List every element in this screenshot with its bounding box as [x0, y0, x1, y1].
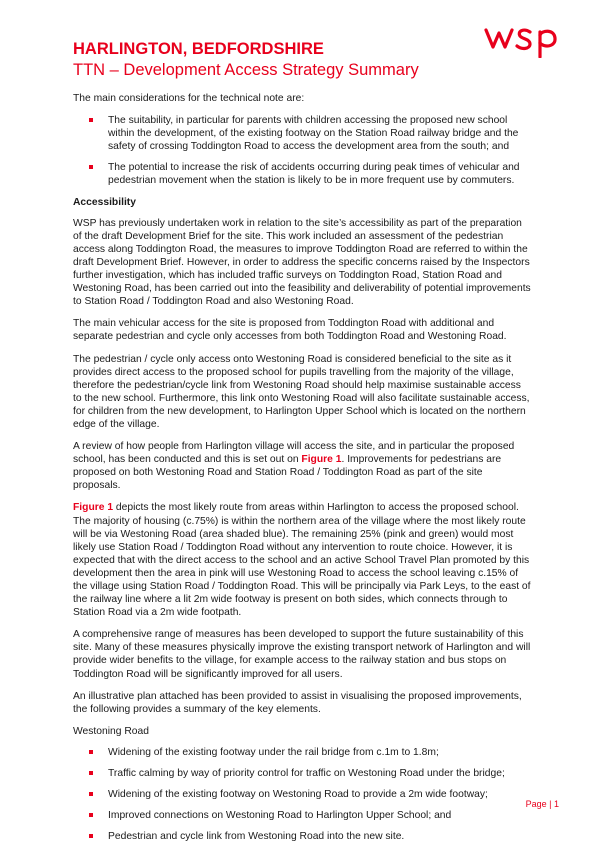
considerations-list: [73, 114, 531, 187]
paragraph: A comprehensive range of measures has been developed to support the future sustainability of this site. Many of these measures physically improve the existing transport network of Harlington and will provide wider benefits to the village, for example access to the railway station and bus stops on Toddington Road will be significantly improved for all users.: [73, 629, 531, 680]
list-item-text: The suitability, in particular for parents with children accessing the proposed new school within the development, of the existing footway on the Station Road railway bridge and the safety of crossing Toddington Road to access the development area from the south; and: [108, 115, 519, 153]
bullet-icon: [89, 813, 93, 817]
bullet-icon: [89, 750, 93, 754]
list-item-text: Improved connections on Westoning Road to Harlington Upper School; and: [108, 810, 452, 822]
list-item: [73, 767, 531, 780]
list-item: [73, 830, 531, 843]
document-subtitle: TTN – Development Access Strategy Summary: [73, 61, 419, 79]
bullet-icon: [89, 771, 93, 775]
list-item-text: Traffic calming by way of priority control for traffic on Westoning Road under the bridge;: [108, 768, 505, 780]
paragraph: WSP has previously undertaken work in relation to the site’s accessibility as part of the preparation of the draft Development Brief for the site. This work included an assessment of the pedestrian access along Toddington Road, the measures to improve Toddington Road are referred to within the draft Development Brief. However, in order to address the specific concerns raised by the Inspectors further investigation, which has included traffic surveys on Toddington Road, Station Road and Westoning Road, has been carried out into the feasibility and deliverability of potential improvements to Station Road / Toddington Road and also Westoning Road.: [73, 217, 531, 308]
bullet-icon: [89, 834, 93, 838]
section-heading-accessibility: Accessibility: [73, 196, 136, 208]
list-item: [73, 788, 531, 801]
document-title: HARLINGTON, BEDFORDSHIRE: [73, 40, 324, 58]
list-item-text: Widening of the existing footway on Westoning Road to provide a 2m wide footway;: [108, 789, 488, 801]
figure-reference[interactable]: Figure 1: [301, 454, 342, 466]
bullet-icon: [89, 165, 93, 169]
list-item-text: Widening of the existing footway under the rail bridge from c.1m to 1.8m;: [108, 746, 439, 758]
list-item-text: Pedestrian and cycle link from Westoning Road into the new site.: [108, 831, 405, 843]
figure-reference[interactable]: Figure 1: [73, 502, 114, 514]
document-body: [73, 92, 531, 851]
page-number: Page | 1: [525, 799, 559, 809]
paragraph-text: depicts the most likely route from areas within Harlington to access the proposed school. The majority of housing (c.75%) is within the northern area of the village where the most likely route will be via Westoning Road (area shaded blue). The remaining 25% (pink and green) would most likely use Station Road / Toddington Road without any intervention to route choice. However, it is expected that with the direct access to the school and an active School Travel Plan promoted by this development then the area in pink will use Westoning Road to access the school leaving c.15% of the village using Station Road / Toddington Road. This will be principally via Park Leys, to the east of the railway line where a lit 2m wide footway is present on both sides, which connects through to Station Road via a 2m wide footpath.: [73, 502, 531, 619]
paragraph: [73, 440, 531, 492]
paragraph: The main vehicular access for the site is proposed from Toddington Road with additional and separate pedestrian and cycle only accesses from both Toddington Road and Westoning Road.: [73, 318, 507, 343]
list-item-text: The potential to increase the risk of accidents occurring during peak times of vehicular and pedestrian movement when the station is likely to be in more frequent use by commuters.: [108, 162, 520, 187]
paragraph: An illustrative plan attached has been provided to assist in visualising the proposed improvements, the following provides a summary of the key elements.: [73, 690, 522, 715]
westoning-road-list: [73, 746, 531, 843]
list-item: [73, 746, 531, 759]
list-item: [73, 161, 531, 187]
paragraph-text: . Improvements for pedestrians are proposed on both Westoning Road and Station Road / Toddington Road as part of the site proposals.: [73, 454, 502, 492]
bullet-icon: [89, 118, 93, 122]
paragraph-text: A review of how people from Harlington village will access the site, and in particular the proposed school, has been conducted and this is set out on: [73, 441, 515, 466]
paragraph: The pedestrian / cycle only access onto Westoning Road is considered beneficial to the site as it provides direct access to the proposed school for pupils travelling from the majority of the village, therefore the pedestrian/cycle link from Westoning Road should help maximise sustainable access to the new school. Furthermore, this link onto Westoning Road will also facilitate sustainable access, for children from the new development, to Harlington Upper School which is located on the northern edge of the village.: [73, 353, 530, 430]
intro-lead: The main considerations for the technical note are:: [73, 93, 305, 104]
paragraph: [73, 501, 531, 619]
list-item: [73, 809, 531, 822]
bullet-icon: [89, 792, 93, 796]
subsection-label-westoning-road: Westoning Road: [73, 725, 149, 737]
list-item: [73, 114, 531, 153]
